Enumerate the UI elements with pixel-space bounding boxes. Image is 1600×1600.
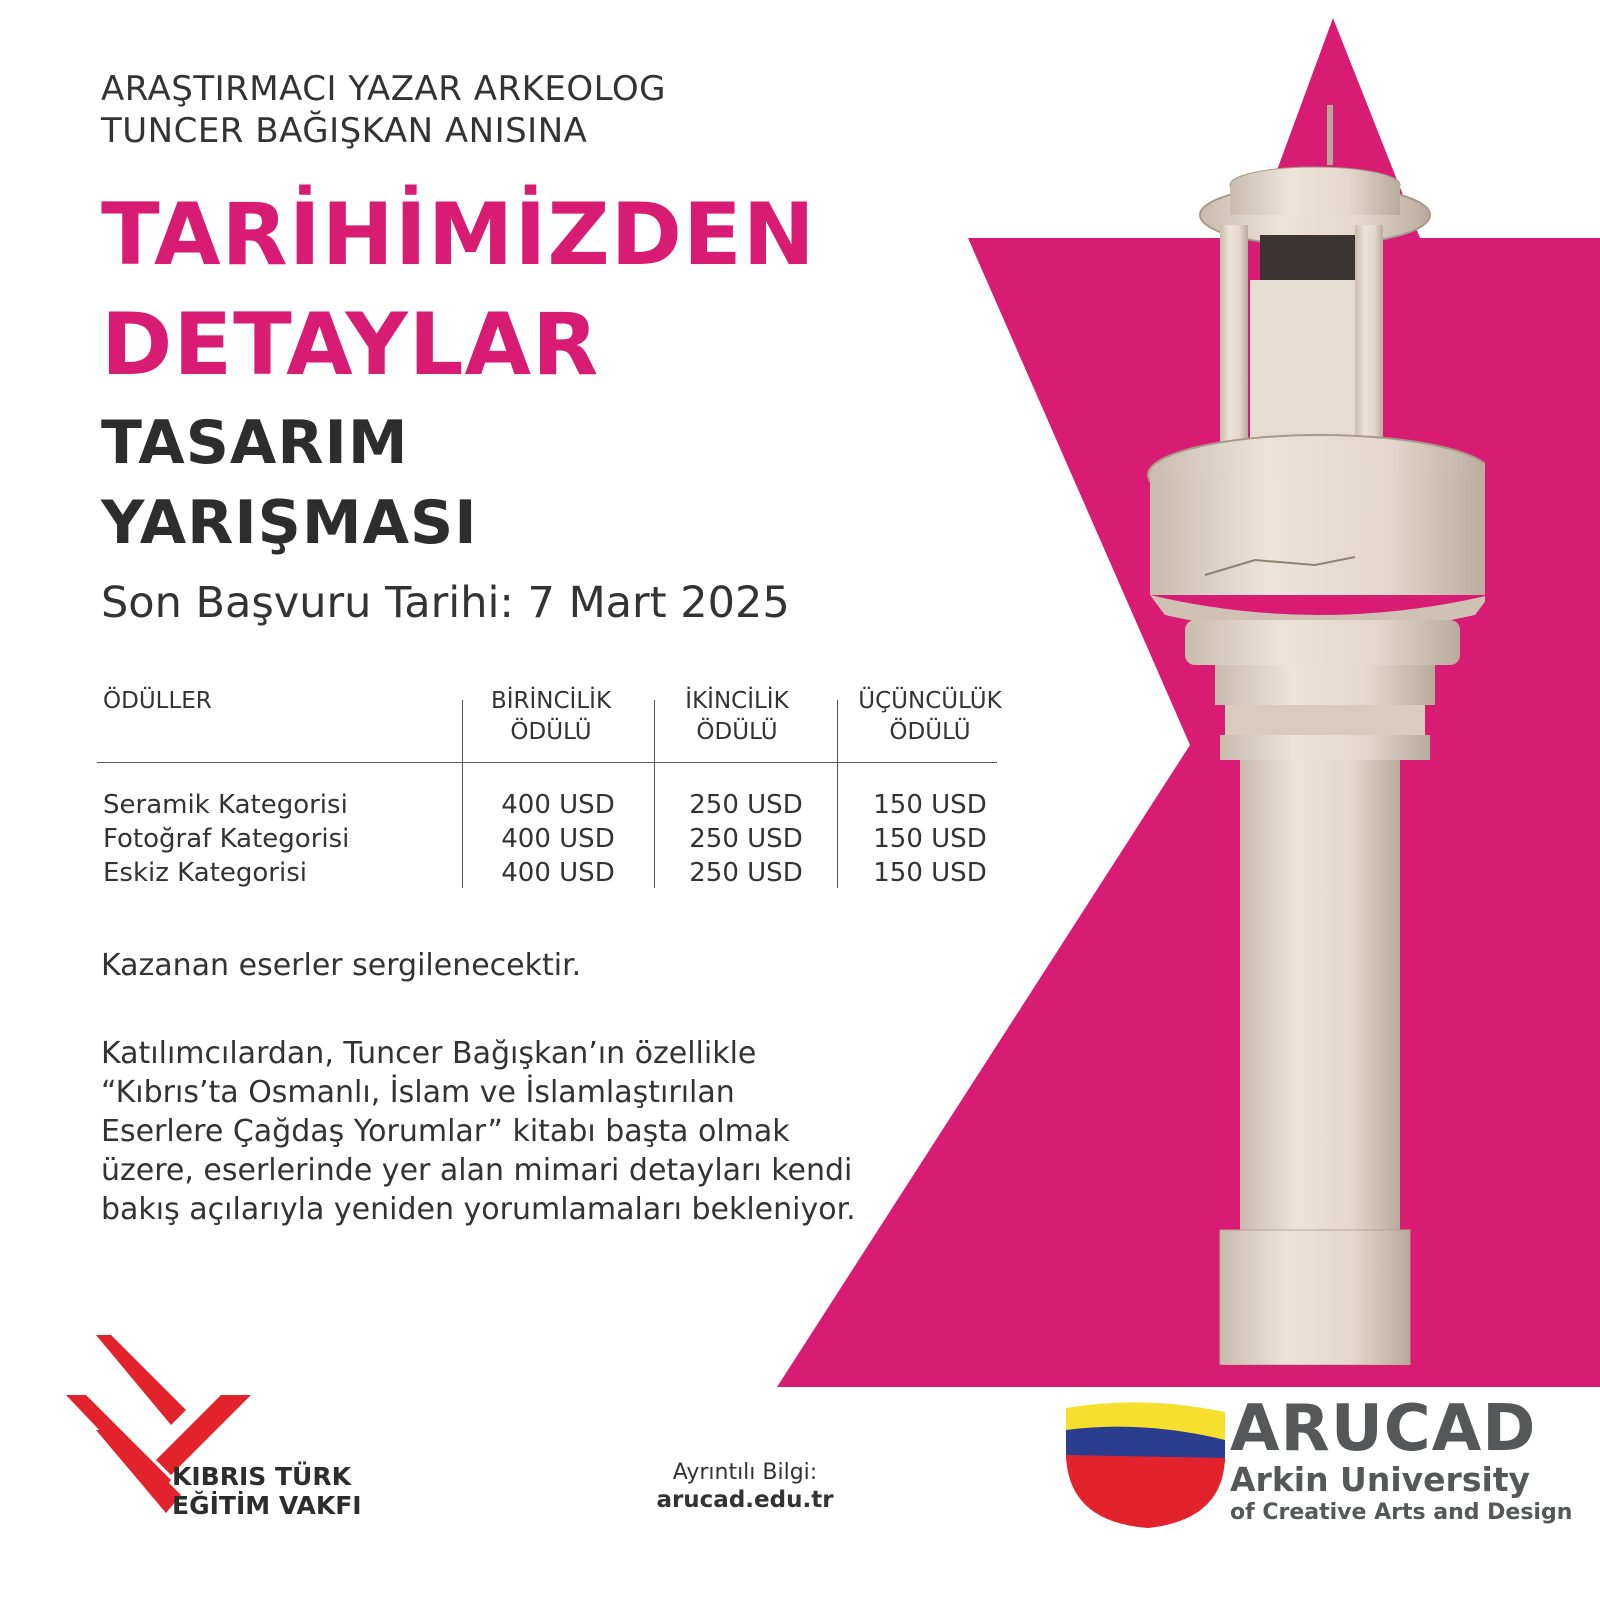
info-block [610, 1460, 880, 1513]
deadline-text: Son Başvuru Tarihi: 7 Mart 2025 [101, 578, 790, 628]
second-prize-column [656, 788, 836, 890]
description-paragraph: Katılımcılardan, Tuncer Bağışkan’ın özellikle “Kıbrıs’ta Osmanlı, İslam ve İslamlaştırılan Eserlere Çağdaş Yorumlar” kitabı başta olmak üzere, eserlerinde yer alan mimari detayları kendi bakış açılarıyla yeniden yorumlamaları bekleniyor. [101, 1036, 856, 1227]
info-label: Ayrıntılı Bilgi: [672, 1460, 818, 1485]
awards-header-label: ÖDÜLLER [103, 688, 212, 714]
second-prize-header-line2: ÖDÜLÜ [696, 719, 778, 745]
third-prize-header-line2: ÖDÜLÜ [889, 719, 971, 745]
arucad-university-name: Arkin University [1230, 1460, 1531, 1499]
first-prize-value: 400 USD [501, 824, 615, 854]
third-prize-header [840, 686, 1020, 748]
third-prize-value: 150 USD [873, 858, 987, 888]
memorial-header [101, 68, 666, 152]
info-url-link[interactable]: arucad.edu.tr [656, 1487, 834, 1513]
memorial-line-1: ARAŞTIRMACI YAZAR ARKEOLOG [101, 69, 666, 109]
ktev-name-line1: KIBRIS TÜRK [172, 1462, 351, 1491]
ktev-name [172, 1462, 362, 1520]
first-prize-header-line2: ÖDÜLÜ [510, 719, 592, 745]
category-column [103, 788, 349, 890]
competition-subtitle [101, 403, 478, 563]
column-divider [462, 700, 463, 888]
subtitle-line-2: YARIŞMASI [101, 488, 478, 558]
main-title [101, 180, 816, 400]
awards-divider [97, 762, 997, 763]
second-prize-value: 250 USD [689, 790, 803, 820]
first-prize-value: 400 USD [501, 858, 615, 888]
first-prize-column [468, 788, 648, 890]
main-title-line-1: TARİHİMİZDEN [101, 185, 816, 285]
second-prize-value: 250 USD [689, 858, 803, 888]
second-prize-value: 250 USD [689, 824, 803, 854]
column-divider [837, 700, 838, 888]
second-prize-header-line1: İKİNCİLİK [685, 688, 789, 714]
first-prize-header [468, 686, 634, 748]
third-prize-column [840, 788, 1020, 890]
first-prize-value: 400 USD [501, 790, 615, 820]
main-title-line-2: DETAYLAR [101, 295, 600, 395]
first-prize-header-line1: BİRİNCİLİK [490, 688, 612, 714]
third-prize-value: 150 USD [873, 824, 987, 854]
memorial-line-2: TUNCER BAĞIŞKAN ANISINA [101, 111, 588, 151]
third-prize-value: 150 USD [873, 790, 987, 820]
third-prize-header-line1: ÜÇÜNCÜLÜK [858, 688, 1002, 714]
table-row-category: Eskiz Kategorisi [103, 858, 307, 888]
arucad-name: ARUCAD [1230, 1392, 1537, 1466]
column-divider [654, 700, 655, 888]
arucad-tagline: of Creative Arts and Design [1230, 1500, 1573, 1525]
second-prize-header [654, 686, 820, 748]
arucad-logo-icon [1063, 1400, 1228, 1530]
minaret-image [1125, 105, 1485, 1365]
exhibit-note: Kazanan eserler sergilenecektir. [101, 948, 582, 983]
subtitle-line-1: TASARIM [101, 408, 409, 478]
table-row-category: Seramik Kategorisi [103, 790, 348, 820]
ktev-name-line2: EĞİTİM VAKFI [172, 1491, 362, 1520]
table-row-category: Fotoğraf Kategorisi [103, 824, 350, 854]
